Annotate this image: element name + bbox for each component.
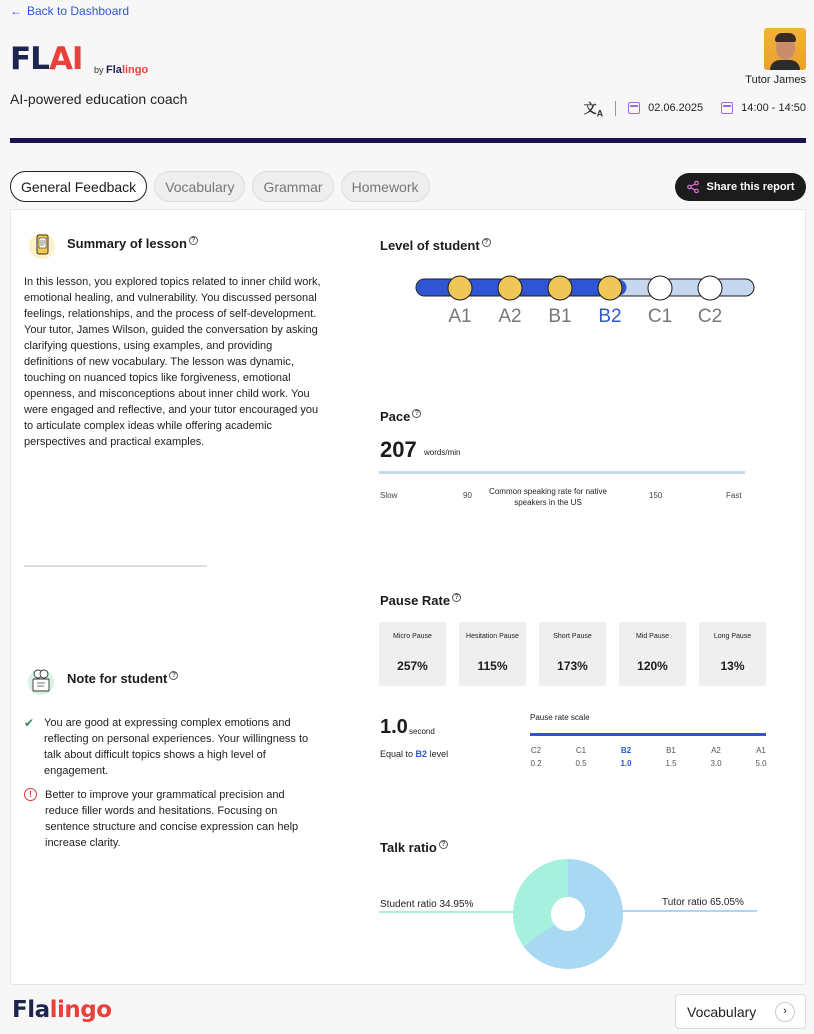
pause-scale-level: A2 <box>711 746 721 755</box>
pace-title <box>380 409 421 424</box>
clock-calendar-icon <box>721 102 733 114</box>
tab-general-feedback[interactable]: General Feedback <box>10 171 147 202</box>
calendar-icon <box>628 102 640 114</box>
level-title-text: Level of student <box>380 238 480 253</box>
note-title <box>67 671 178 686</box>
lesson-meta <box>584 98 806 119</box>
brain-note-icon <box>26 664 56 696</box>
note-positive-text: You are good at expressing complex emotions and reflecting on personal experiences. Your willingness to talk about difficult topics shows a high level of engagement. <box>44 717 309 777</box>
section-divider <box>24 565 207 567</box>
pause-card-label: Long Pause <box>713 633 752 640</box>
level-label-c2: C2 <box>697 306 723 327</box>
back-label: Back to Dashboard <box>27 4 130 18</box>
arrow-left-icon: ← <box>10 4 22 18</box>
pause-rate-value: 1.0 <box>380 716 408 738</box>
note-improve <box>24 787 320 851</box>
translate-icon[interactable]: 文$_A$ <box>583 101 604 119</box>
pause-card-value: 13% <box>720 659 745 673</box>
pace-fast-label: Fast <box>726 491 742 500</box>
share-icon <box>686 180 700 194</box>
level-dot-b2 <box>598 276 622 300</box>
pause-card-label: Mid Pause <box>635 633 670 640</box>
equal-suffix: level <box>429 749 449 759</box>
pause-card <box>379 622 446 686</box>
equal-prefix: Equal to <box>380 749 414 759</box>
warning-icon: ! <box>24 788 37 801</box>
next-label: Vocabulary <box>687 1003 757 1020</box>
help-icon[interactable]: ? <box>439 840 448 849</box>
pause-scale-level: A1 <box>756 746 766 755</box>
help-icon[interactable]: ? <box>189 236 198 245</box>
level-dot-c2 <box>698 276 722 300</box>
pause-scale-value: 1.5 <box>665 759 677 768</box>
flai-logo <box>10 41 83 77</box>
pause-scale-item <box>614 744 638 770</box>
pace-value: 207 <box>380 437 417 462</box>
check-icon: ✔ <box>24 716 35 730</box>
pause-card-label: Micro Pause <box>393 633 432 640</box>
tab-vocabulary[interactable]: Vocabulary <box>154 171 245 202</box>
pace-title-text: Pace <box>380 409 411 424</box>
footer-logo <box>12 997 112 1023</box>
tab-homework[interactable]: Homework <box>341 171 430 202</box>
header-divider-bar <box>10 138 806 143</box>
pause-scale-item <box>704 744 728 770</box>
pause-card-value: 120% <box>637 659 668 673</box>
pause-scale-item <box>659 744 683 770</box>
pace-high-label: 150 <box>649 491 663 500</box>
pause-card-label: Short Pause <box>553 633 592 640</box>
pause-scale-bar <box>530 733 766 736</box>
level-label-b2: B2 <box>598 306 622 327</box>
student-ratio-line <box>379 911 515 913</box>
pace-unit: words/min <box>424 448 461 457</box>
lesson-date: 02.06.2025 <box>648 102 704 115</box>
level-label-a2: A2 <box>498 306 522 327</box>
pause-scale-value: 1.0 <box>620 759 632 768</box>
meta-divider <box>615 101 616 116</box>
help-icon[interactable]: ? <box>452 593 461 602</box>
share-label: Share this report <box>706 181 795 193</box>
brand-dark: Fla <box>106 64 122 76</box>
tagline: AI-powered education coach <box>10 91 188 107</box>
level-dot-b1 <box>548 276 572 300</box>
back-to-dashboard-link[interactable] <box>10 4 129 18</box>
by-flalingo <box>94 64 148 76</box>
summary-text: In this lesson, you explored topics related to inner child work, emotional healing, and vulnerability. You discussed personal feelings, relationships, and the process of self-development. Your tutor, James Wilson, guided the conversation by asking clarifying questions, using examples, and providing definitions of new vocabulary. The lesson was dynamic, touching on nuanced topics like forgiveness, emotional openness, and misconceptions about inner child work. You were engaged and reflective, and your tutor encouraged you to articulate complex ideas while offering academic perspectives and practical examples. <box>24 276 321 448</box>
talk-ratio-title-text: Talk ratio <box>380 840 437 855</box>
tutor-name: Tutor James <box>745 74 806 86</box>
footer-brand-dark: Fla <box>12 997 50 1023</box>
pause-scale-level: B1 <box>666 746 676 755</box>
pace-slow-label: Slow <box>380 491 398 500</box>
pause-card-label: Hesitation Pause <box>466 633 519 640</box>
share-report-button[interactable] <box>675 173 806 201</box>
equal-level: B2 <box>415 749 428 759</box>
pause-scale-value: 5.0 <box>755 759 767 768</box>
pace-bar <box>379 471 745 474</box>
summary-title-text: Summary of lesson <box>67 236 187 251</box>
help-icon[interactable]: ? <box>412 409 421 418</box>
level-dot-c1 <box>648 276 672 300</box>
pause-scale-item <box>749 744 773 770</box>
talk-ratio-title <box>380 840 448 855</box>
pause-rate-title <box>380 593 461 608</box>
help-icon[interactable]: ? <box>482 238 491 247</box>
next-vocabulary-button[interactable] <box>675 994 806 1029</box>
note-title-text: Note for student <box>67 671 168 686</box>
pause-scale-value: 3.0 <box>710 759 722 768</box>
pause-rate-unit: second <box>409 727 435 736</box>
pause-scale-item <box>569 744 593 770</box>
pause-scale-level: C1 <box>575 746 587 755</box>
level-dot-a2 <box>498 276 522 300</box>
pause-scale-title: Pause rate scale <box>530 713 590 722</box>
pause-card-value: 257% <box>397 659 428 673</box>
pace-mid-label: Common speaking rate for native speakers in the US <box>489 487 607 507</box>
logo-by-text: by <box>94 65 104 75</box>
tab-grammar[interactable]: Grammar <box>252 171 333 202</box>
lesson-summary-icon <box>28 230 56 260</box>
tutor-ratio-label: Tutor ratio 65.05% <box>662 897 744 908</box>
brand-red: lingo <box>121 64 149 76</box>
pause-rate-equal <box>380 749 448 759</box>
pause-card <box>539 622 606 686</box>
report-tabs <box>10 171 430 202</box>
summary-title <box>67 236 198 251</box>
pause-card-value: 173% <box>557 659 588 673</box>
pause-scale-item <box>524 744 548 770</box>
chevron-right-icon: › <box>775 1002 795 1022</box>
pause-card <box>459 622 526 686</box>
pause-rate-title-text: Pause Rate <box>380 593 451 608</box>
logo-text-red: AI <box>48 41 83 77</box>
pause-scale-level: C2 <box>530 746 542 755</box>
pause-scale-level: B2 <box>620 746 632 755</box>
tutor-ratio-line <box>620 910 757 912</box>
footer-brand-red: lingo <box>49 997 112 1023</box>
talk-ratio-donut <box>512 858 624 970</box>
tutor-avatar <box>764 28 806 70</box>
level-title <box>380 238 491 253</box>
pace-low-label: 90 <box>463 491 472 500</box>
lesson-time: 14:00 - 14:50 <box>741 102 806 115</box>
level-dot-a1 <box>448 276 472 300</box>
note-improve-text: Better to improve your grammatical precision and reduce filler words and hesitations. Focusing on sentence structure and concise expression can help increase clarity. <box>45 789 299 849</box>
pause-card <box>699 622 766 686</box>
student-ratio-label: Student ratio 34.95% <box>380 899 474 910</box>
level-track <box>410 268 762 330</box>
pause-scale-value: 0.2 <box>530 759 542 768</box>
note-positive <box>24 715 320 779</box>
pause-card <box>619 622 686 686</box>
logo-text-dark: FL <box>10 41 49 77</box>
level-label-c1: C1 <box>647 306 673 327</box>
level-label-b1: B1 <box>548 306 572 327</box>
pause-scale-value: 0.5 <box>575 759 587 768</box>
help-icon[interactable]: ? <box>169 671 178 680</box>
pause-card-value: 115% <box>477 659 508 673</box>
level-label-a1: A1 <box>448 306 472 327</box>
